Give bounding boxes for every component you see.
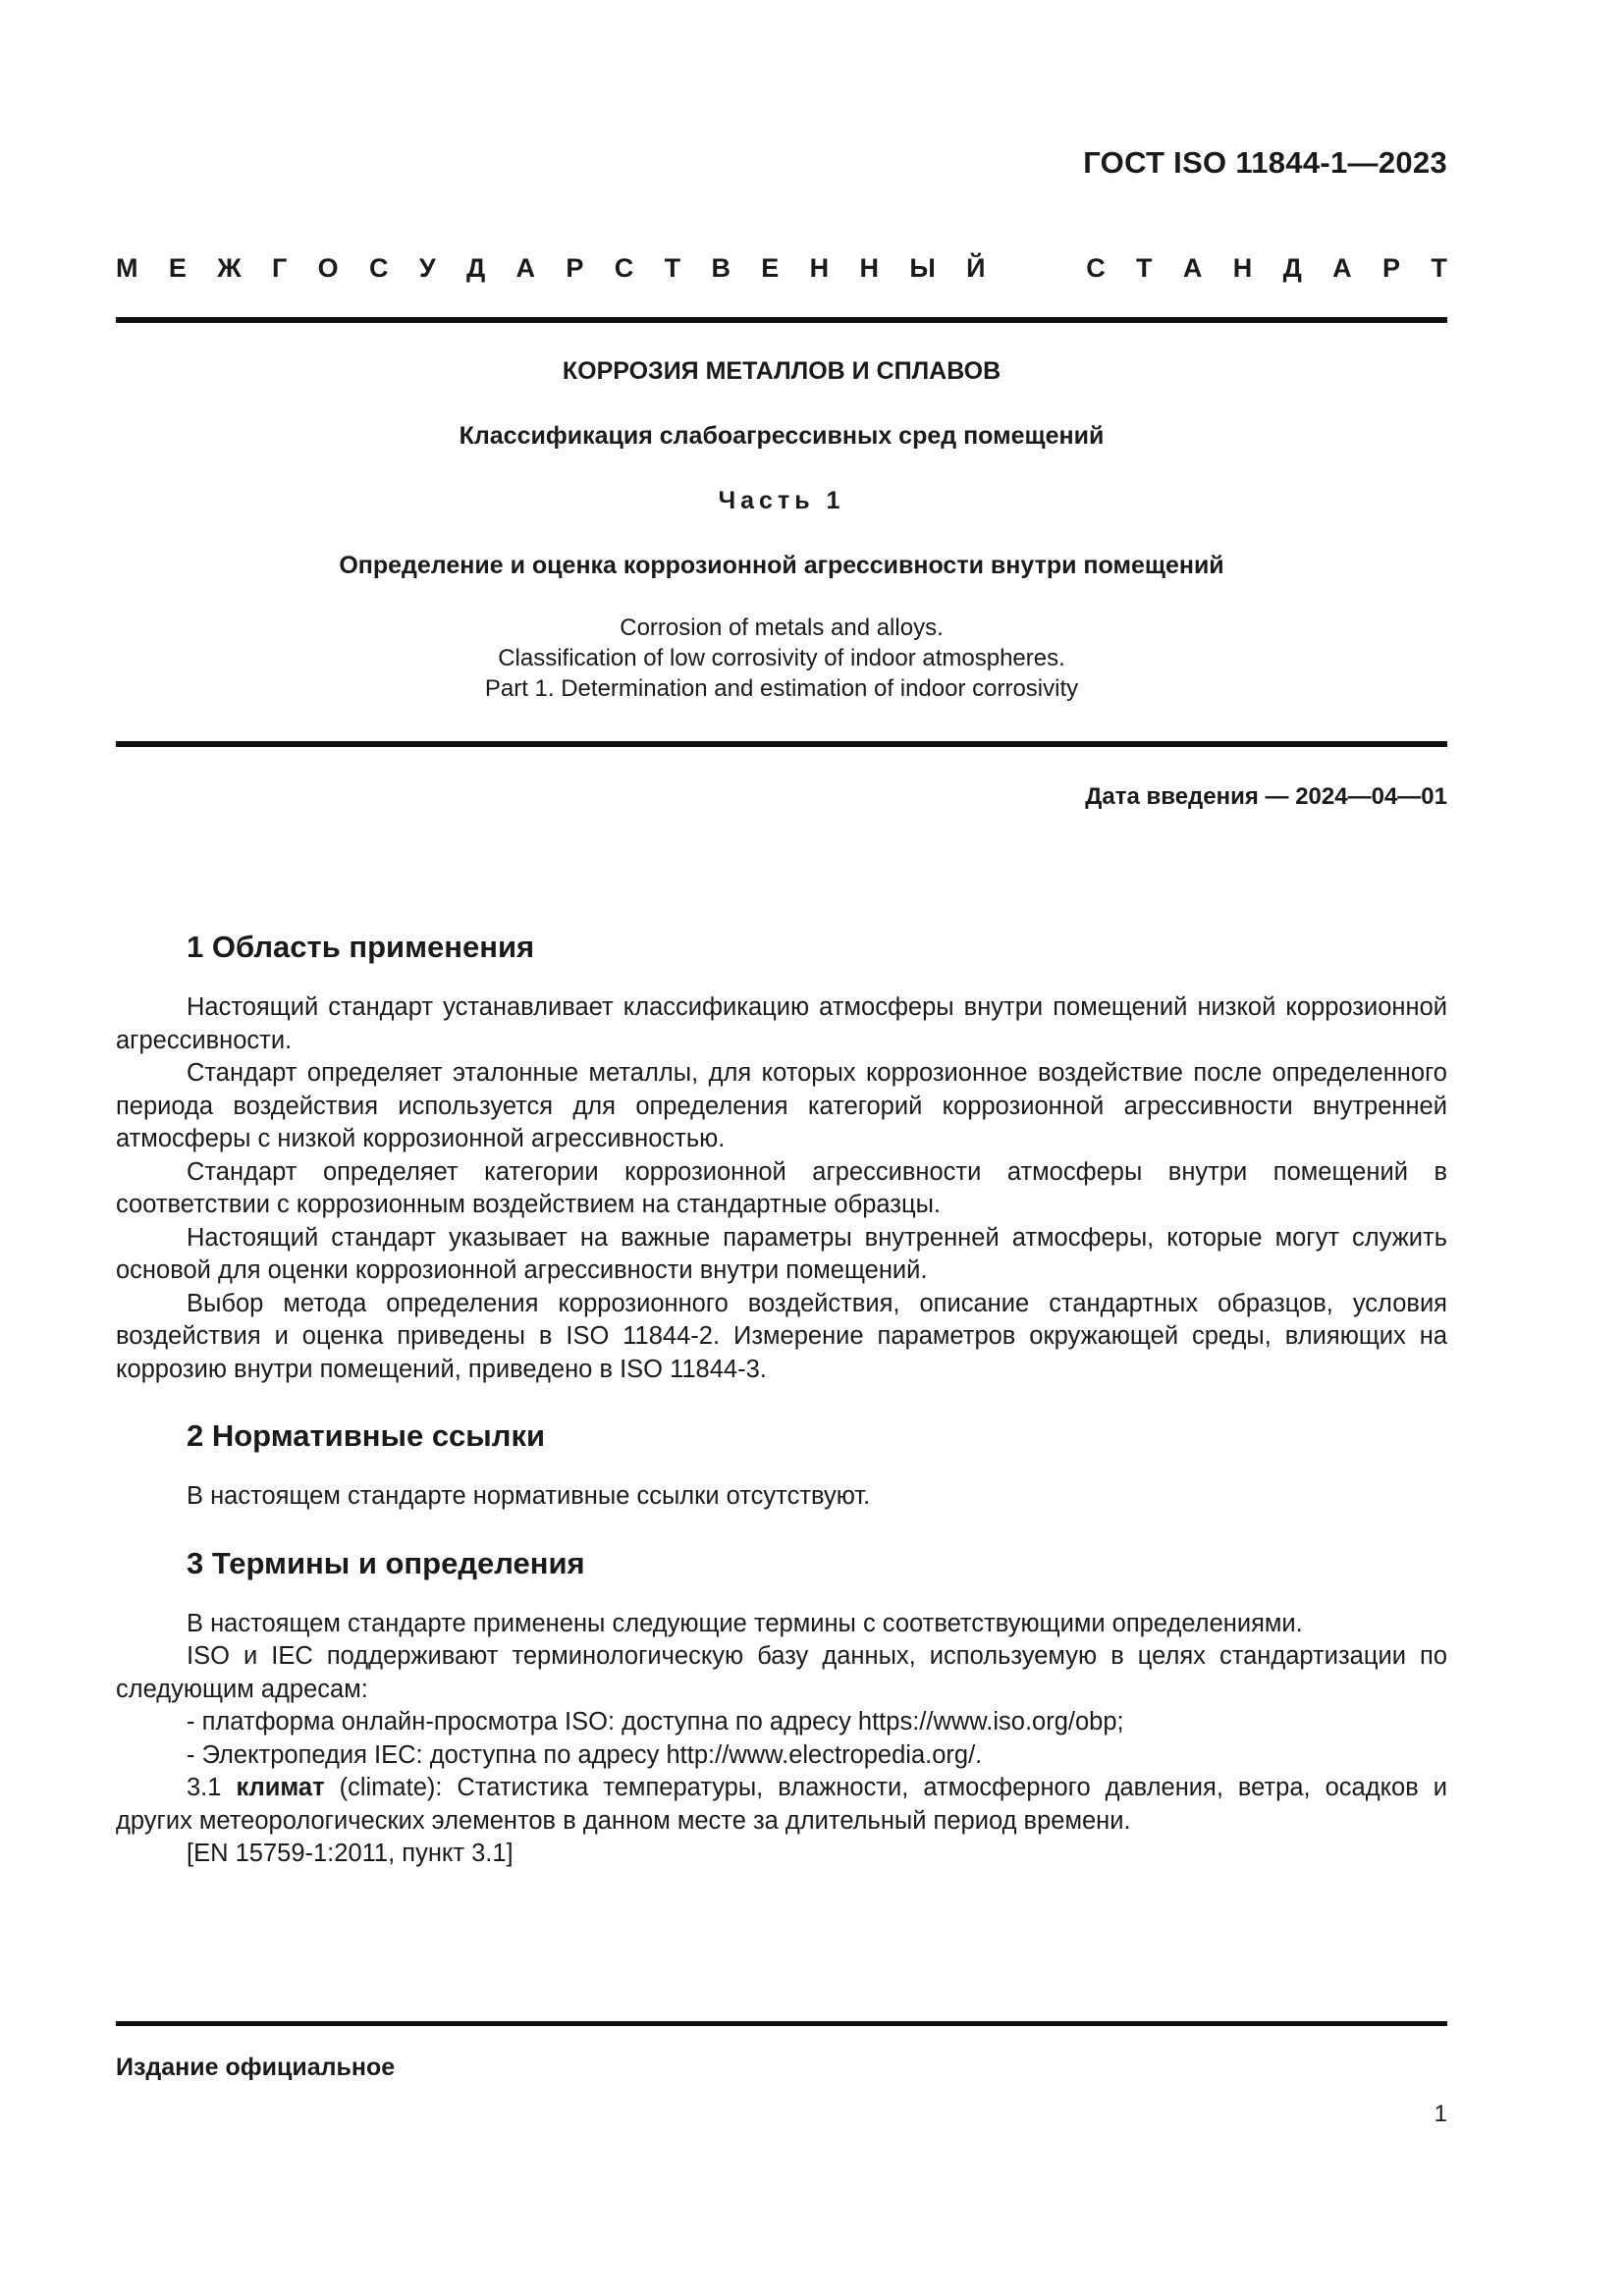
section-heading: 1 Область применения [187,930,535,964]
title-divider [116,741,1447,747]
paragraph: Настоящий стандарт устанавливает классификацию атмосферы внутри помещений низкой коррозионной агрессивности. [116,993,1447,1054]
document-part-title: Определение и оценка коррозионной агрессивности внутри помещений [339,552,1224,579]
standard-type-letter: В [711,253,731,283]
standard-type-letter: Т [1431,253,1447,283]
standard-type-heading [116,253,1447,284]
standard-type-letter: Д [465,253,486,283]
standard-type-letter: М [116,253,138,283]
english-title [116,613,1447,704]
standard-type-letter: Т [1136,253,1153,283]
section-heading: 3 Термины и определения [187,1545,585,1580]
standard-type-letter: А [1332,253,1352,283]
standard-type-letter: О [317,253,339,283]
term-text: (climate): Статистика температуры, влажности, атмосферного давления, ветра, осадков и других метеорологических элементов в данном месте за длительный период времени. [116,1774,1448,1835]
english-title-line: Classification of low corrosivity of indoor atmospheres. [498,645,1065,671]
document-part: Часть 1 [718,487,845,514]
paragraph: Стандарт определяет эталонные металлы, для которых коррозионное воздействие после определенного периода воздействия используется для определения категорий коррозионной агрессивности внутренней атмосферы с низкой коррозионной агрессивностью. [116,1059,1447,1152]
standard-type-letter: Ы [909,253,936,283]
paragraph: Выбор метода определения коррозионного воздействия, описание стандартных образцов, условия воздействия и оценка приведены в ISO 11844-2. Измерение параметров окружающей среды, влияющих на коррозию внутри помещений, приведено в ISO 11844-3. [116,1289,1447,1383]
standard-type-letter: А [1182,253,1203,283]
list-item: - Электропедия IEC: доступна по адресу http://www.electropedia.org/. [187,1740,983,1769]
word-gap [1016,253,1056,284]
english-title-line: Part 1. Determination and estimation of indoor corrosivity [484,675,1079,702]
standard-type-letter: Р [1382,253,1401,283]
standard-type-letter: Й [966,253,986,283]
edition-label: Издание официальное [116,2054,396,2081]
standard-type-letter: Е [168,253,187,283]
term-number: 3.1 [187,1774,222,1801]
standard-type-letter: Д [1282,253,1302,283]
document-title: КОРРОЗИЯ МЕТАЛЛОВ И СПЛАВОВ [562,357,1001,385]
standard-type-letter: С [368,253,389,283]
standard-type-letter: С [1086,253,1106,283]
header-divider [116,317,1447,323]
standard-type-letter: Е [761,253,780,283]
document-body [116,929,1447,1871]
standard-type-letter: С [614,253,634,283]
standard-type-letter: Р [566,253,584,283]
paragraph: В настоящем стандарте нормативные ссылки отсутствуют. [187,1482,871,1510]
standard-type-letter: Т [664,253,681,283]
english-title-line: Corrosion of metals and alloys. [620,614,944,641]
list-item: - платформа онлайн-просмотра ISO: доступна по адресу https://www.iso.org/obp; [187,1708,1124,1735]
paragraph: ISO и IEC поддерживают терминологическую базу данных, используемую в целях стандартизации по следующим адресам: [116,1642,1447,1703]
standard-type-letter: Г [271,253,288,283]
standard-type-letter: Ж [217,253,242,283]
term-source: [EN 15759-1:2011, пункт 3.1] [187,1840,514,1867]
standard-type-letter: Н [859,253,879,283]
section-heading: 2 Нормативные ссылки [187,1418,546,1453]
standard-type-letter: А [515,253,536,283]
footer-divider [116,2021,1447,2026]
paragraph: Стандарт определяет категории коррозионной агрессивности атмосферы внутри помещений в соответствии с коррозионным воздействием на стандартные образцы. [116,1157,1447,1218]
paragraph: В настоящем стандарте применены следующие термины с соответствующими определениями. [187,1609,1303,1637]
document-subtitle: Классификация слабоагрессивных сред помещений [459,422,1105,450]
term-definition [116,1772,1447,1838]
standard-type-letter: Н [1232,253,1253,283]
introduction-date: Дата введения — 2024—04—01 [1085,783,1447,810]
document-number: ГОСТ ISO 11844-1—2023 [1083,145,1447,180]
term-name: климат [236,1774,325,1801]
page-number: 1 [1434,2101,1447,2127]
paragraph: Настоящий стандарт указывает на важные параметры внутренней атмосферы, которые могут служить основой для оценки коррозионной агрессивности внутри помещений. [116,1223,1447,1284]
standard-type-letter: У [418,253,436,283]
standard-type-letter: Н [809,253,830,283]
